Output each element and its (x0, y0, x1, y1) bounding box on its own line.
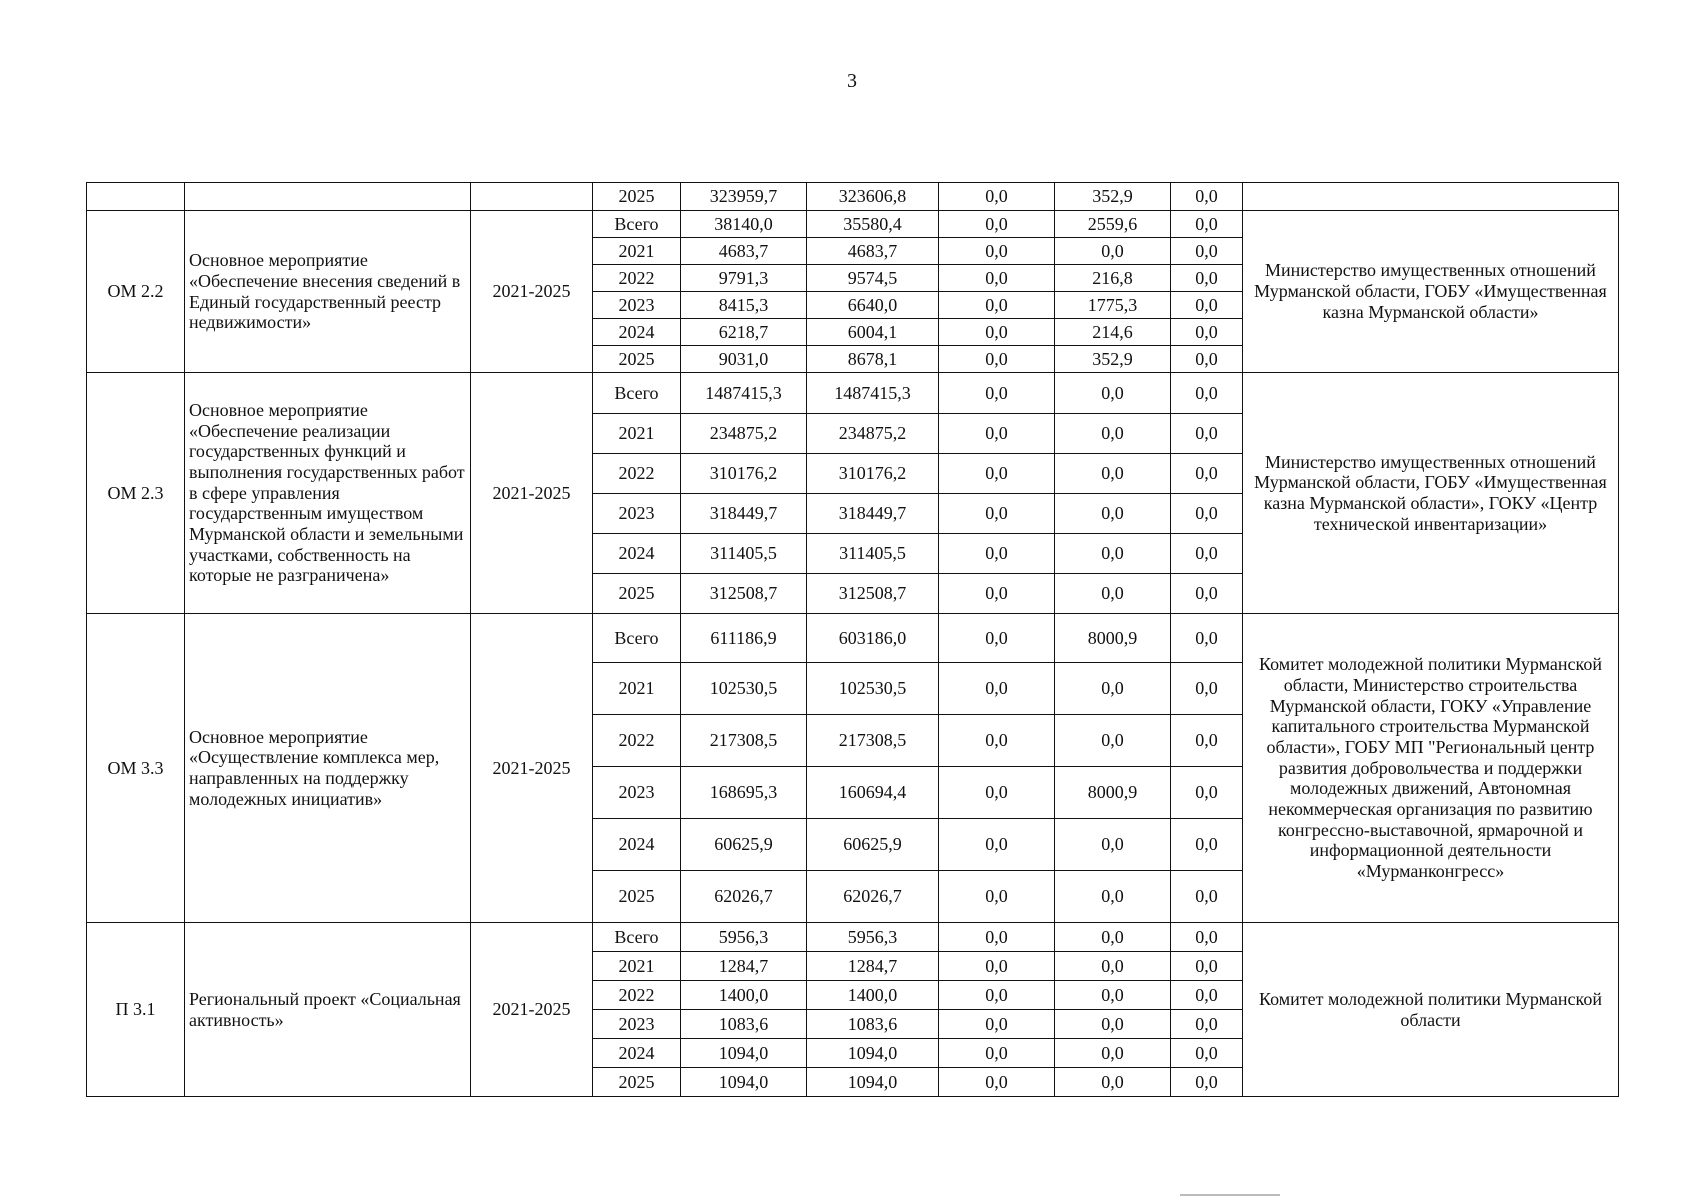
value-regional-budget: 1083,6 (807, 1010, 939, 1039)
value-total: 312508,7 (681, 574, 807, 614)
value-other-sources: 0,0 (1171, 265, 1243, 292)
value-other-sources: 0,0 (1171, 614, 1243, 663)
executor-cell: Комитет молодежной политики Мурманской области, Министерство строительства Мурманской области, ГОКУ «Управление капитального строительства Мурманской области», ГОБУ МП "Региональный центр развития добровольчества и поддержки молодежных движений, Автономная некоммерческая организация по развитию конгрессно-выставочной, ярмарочной и информационной деятельности «Мурманконгресс» (1243, 614, 1619, 923)
value-regional-budget: 5956,3 (807, 923, 939, 952)
value-federal-budget: 0,0 (939, 454, 1055, 494)
value-other-sources: 0,0 (1171, 715, 1243, 767)
value-regional-budget: 60625,9 (807, 819, 939, 871)
year-cell: 2025 (593, 871, 681, 923)
value-regional-budget: 1094,0 (807, 1068, 939, 1097)
value-total: 318449,7 (681, 494, 807, 534)
table-row (87, 211, 1619, 238)
measure-period: 2021-2025 (471, 614, 593, 923)
value-other-sources: 0,0 (1171, 1010, 1243, 1039)
value-regional-budget: 318449,7 (807, 494, 939, 534)
value-regional-budget: 35580,4 (807, 211, 939, 238)
value-federal-budget: 0,0 (939, 574, 1055, 614)
description-cell (185, 183, 471, 211)
year-cell: 2021 (593, 663, 681, 715)
value-regional-budget: 217308,5 (807, 715, 939, 767)
value-total: 1083,6 (681, 1010, 807, 1039)
value-local-budget: 216,8 (1055, 265, 1171, 292)
value-total: 60625,9 (681, 819, 807, 871)
value-other-sources: 0,0 (1171, 534, 1243, 574)
value-federal-budget: 0,0 (939, 1039, 1055, 1068)
value-local-budget: 1775,3 (1055, 292, 1171, 319)
value-federal-budget: 0,0 (939, 1010, 1055, 1039)
year-cell: 2023 (593, 1010, 681, 1039)
value-local-budget: 8000,9 (1055, 767, 1171, 819)
value-regional-budget: 310176,2 (807, 454, 939, 494)
measure-description: Региональный проект «Социальная активность» (185, 923, 471, 1097)
year-cell: 2023 (593, 494, 681, 534)
value-regional-budget: 1094,0 (807, 1039, 939, 1068)
value-regional-budget: 102530,5 (807, 663, 939, 715)
value-total: 38140,0 (681, 211, 807, 238)
measure-period: 2021-2025 (471, 923, 593, 1097)
value-local-budget: 0,0 (1055, 414, 1171, 454)
value-regional-budget: 1284,7 (807, 952, 939, 981)
value-total: 323959,7 (681, 183, 807, 211)
value-federal-budget: 0,0 (939, 767, 1055, 819)
value-regional-budget: 1400,0 (807, 981, 939, 1010)
year-cell: 2023 (593, 292, 681, 319)
year-cell: 2022 (593, 715, 681, 767)
value-local-budget: 214,6 (1055, 319, 1171, 346)
value-local-budget: 2559,6 (1055, 211, 1171, 238)
value-local-budget: 0,0 (1055, 373, 1171, 414)
value-local-budget: 0,0 (1055, 238, 1171, 265)
value-total: 9791,3 (681, 265, 807, 292)
measure-description: Основное мероприятие «Обеспечение реализации государственных функций и выполнения государственных работ в сфере управления государственным имуществом Мурманской области и земельными участками, собственность на которые не разграничена» (185, 373, 471, 614)
value-other-sources: 0,0 (1171, 292, 1243, 319)
value-federal-budget: 0,0 (939, 952, 1055, 981)
value-federal-budget: 0,0 (939, 265, 1055, 292)
value-local-budget: 0,0 (1055, 1068, 1171, 1097)
measure-code: ОМ 2.3 (87, 373, 185, 614)
value-total: 1284,7 (681, 952, 807, 981)
year-cell: 2024 (593, 1039, 681, 1068)
value-regional-budget: 323606,8 (807, 183, 939, 211)
value-local-budget: 0,0 (1055, 534, 1171, 574)
value-total: 234875,2 (681, 414, 807, 454)
value-other-sources: 0,0 (1171, 952, 1243, 981)
value-regional-budget: 4683,7 (807, 238, 939, 265)
value-regional-budget: 234875,2 (807, 414, 939, 454)
value-other-sources: 0,0 (1171, 923, 1243, 952)
year-cell: 2022 (593, 265, 681, 292)
value-federal-budget: 0,0 (939, 819, 1055, 871)
value-other-sources: 0,0 (1171, 767, 1243, 819)
page-number: 3 (847, 70, 857, 92)
value-local-budget: 8000,9 (1055, 614, 1171, 663)
value-local-budget: 0,0 (1055, 663, 1171, 715)
value-local-budget: 0,0 (1055, 454, 1171, 494)
value-other-sources: 0,0 (1171, 414, 1243, 454)
year-cell: 2023 (593, 767, 681, 819)
value-total: 1487415,3 (681, 373, 807, 414)
value-other-sources: 0,0 (1171, 819, 1243, 871)
value-total: 6218,7 (681, 319, 807, 346)
value-other-sources: 0,0 (1171, 663, 1243, 715)
budget-table (86, 182, 1619, 1097)
table-row (87, 373, 1619, 414)
value-total: 217308,5 (681, 715, 807, 767)
value-regional-budget: 9574,5 (807, 265, 939, 292)
year-cell: 2025 (593, 183, 681, 211)
value-federal-budget: 0,0 (939, 494, 1055, 534)
executor-cell: Комитет молодежной политики Мурманской области (1243, 923, 1619, 1097)
value-other-sources: 0,0 (1171, 346, 1243, 373)
value-regional-budget: 6004,1 (807, 319, 939, 346)
value-local-budget: 0,0 (1055, 494, 1171, 534)
value-regional-budget: 312508,7 (807, 574, 939, 614)
value-federal-budget: 0,0 (939, 1068, 1055, 1097)
table-row-carryover (87, 183, 1619, 211)
value-local-budget: 352,9 (1055, 183, 1171, 211)
year-cell: Всего (593, 923, 681, 952)
value-other-sources: 0,0 (1171, 1039, 1243, 1068)
value-federal-budget: 0,0 (939, 614, 1055, 663)
value-local-budget: 0,0 (1055, 574, 1171, 614)
value-federal-budget: 0,0 (939, 981, 1055, 1010)
value-other-sources: 0,0 (1171, 238, 1243, 265)
value-regional-budget: 6640,0 (807, 292, 939, 319)
year-cell: 2022 (593, 981, 681, 1010)
executor-cell (1243, 183, 1619, 211)
year-cell: 2024 (593, 319, 681, 346)
measure-code: ОМ 3.3 (87, 614, 185, 923)
scan-mark (1180, 1194, 1280, 1196)
value-other-sources: 0,0 (1171, 1068, 1243, 1097)
value-regional-budget: 62026,7 (807, 871, 939, 923)
year-cell: 2022 (593, 454, 681, 494)
table-row (87, 923, 1619, 952)
value-federal-budget: 0,0 (939, 414, 1055, 454)
value-regional-budget: 311405,5 (807, 534, 939, 574)
value-federal-budget: 0,0 (939, 871, 1055, 923)
value-federal-budget: 0,0 (939, 373, 1055, 414)
year-cell: 2025 (593, 574, 681, 614)
value-total: 8415,3 (681, 292, 807, 319)
value-federal-budget: 0,0 (939, 319, 1055, 346)
value-federal-budget: 0,0 (939, 183, 1055, 211)
measure-description: Основное мероприятие «Обеспечение внесения сведений в Единый государственный реестр недвижимости» (185, 211, 471, 373)
value-total: 102530,5 (681, 663, 807, 715)
value-total: 311405,5 (681, 534, 807, 574)
value-total: 1094,0 (681, 1039, 807, 1068)
value-federal-budget: 0,0 (939, 292, 1055, 319)
value-local-budget: 0,0 (1055, 871, 1171, 923)
value-total: 1094,0 (681, 1068, 807, 1097)
value-total: 62026,7 (681, 871, 807, 923)
value-regional-budget: 603186,0 (807, 614, 939, 663)
value-other-sources: 0,0 (1171, 373, 1243, 414)
measure-code: ОМ 2.2 (87, 211, 185, 373)
budget-table-body (87, 183, 1619, 1097)
value-other-sources: 0,0 (1171, 494, 1243, 534)
value-federal-budget: 0,0 (939, 534, 1055, 574)
value-federal-budget: 0,0 (939, 663, 1055, 715)
value-local-budget: 0,0 (1055, 952, 1171, 981)
value-other-sources: 0,0 (1171, 319, 1243, 346)
value-other-sources: 0,0 (1171, 183, 1243, 211)
value-total: 611186,9 (681, 614, 807, 663)
measure-period: 2021-2025 (471, 373, 593, 614)
measure-description: Основное мероприятие «Осуществление комплекса мер, направленных на поддержку молодежных инициатив» (185, 614, 471, 923)
executor-cell: Министерство имущественных отношений Мурманской области, ГОБУ «Имущественная казна Мурманской области», ГОКУ «Центр технической инвентаризации» (1243, 373, 1619, 614)
value-local-budget: 0,0 (1055, 923, 1171, 952)
value-local-budget: 352,9 (1055, 346, 1171, 373)
executor-cell: Министерство имущественных отношений Мурманской области, ГОБУ «Имущественная казна Мурманской области» (1243, 211, 1619, 373)
value-total: 310176,2 (681, 454, 807, 494)
year-cell: 2021 (593, 952, 681, 981)
value-total: 168695,3 (681, 767, 807, 819)
value-federal-budget: 0,0 (939, 346, 1055, 373)
year-cell: Всего (593, 211, 681, 238)
code-cell (87, 183, 185, 211)
value-other-sources: 0,0 (1171, 981, 1243, 1010)
measure-period: 2021-2025 (471, 211, 593, 373)
table-row (87, 614, 1619, 663)
value-federal-budget: 0,0 (939, 923, 1055, 952)
value-federal-budget: 0,0 (939, 211, 1055, 238)
value-other-sources: 0,0 (1171, 574, 1243, 614)
value-regional-budget: 8678,1 (807, 346, 939, 373)
value-local-budget: 0,0 (1055, 1010, 1171, 1039)
year-cell: 2025 (593, 346, 681, 373)
value-total: 5956,3 (681, 923, 807, 952)
value-total: 9031,0 (681, 346, 807, 373)
value-regional-budget: 1487415,3 (807, 373, 939, 414)
value-other-sources: 0,0 (1171, 454, 1243, 494)
value-local-budget: 0,0 (1055, 981, 1171, 1010)
value-local-budget: 0,0 (1055, 715, 1171, 767)
value-regional-budget: 160694,4 (807, 767, 939, 819)
year-cell: 2021 (593, 414, 681, 454)
value-local-budget: 0,0 (1055, 1039, 1171, 1068)
year-cell: Всего (593, 373, 681, 414)
value-other-sources: 0,0 (1171, 211, 1243, 238)
value-other-sources: 0,0 (1171, 871, 1243, 923)
value-total: 4683,7 (681, 238, 807, 265)
year-cell: 2025 (593, 1068, 681, 1097)
value-federal-budget: 0,0 (939, 715, 1055, 767)
year-cell: 2024 (593, 819, 681, 871)
value-federal-budget: 0,0 (939, 238, 1055, 265)
value-total: 1400,0 (681, 981, 807, 1010)
year-cell: Всего (593, 614, 681, 663)
value-local-budget: 0,0 (1055, 819, 1171, 871)
year-cell: 2024 (593, 534, 681, 574)
period-cell (471, 183, 593, 211)
year-cell: 2021 (593, 238, 681, 265)
measure-code: П 3.1 (87, 923, 185, 1097)
